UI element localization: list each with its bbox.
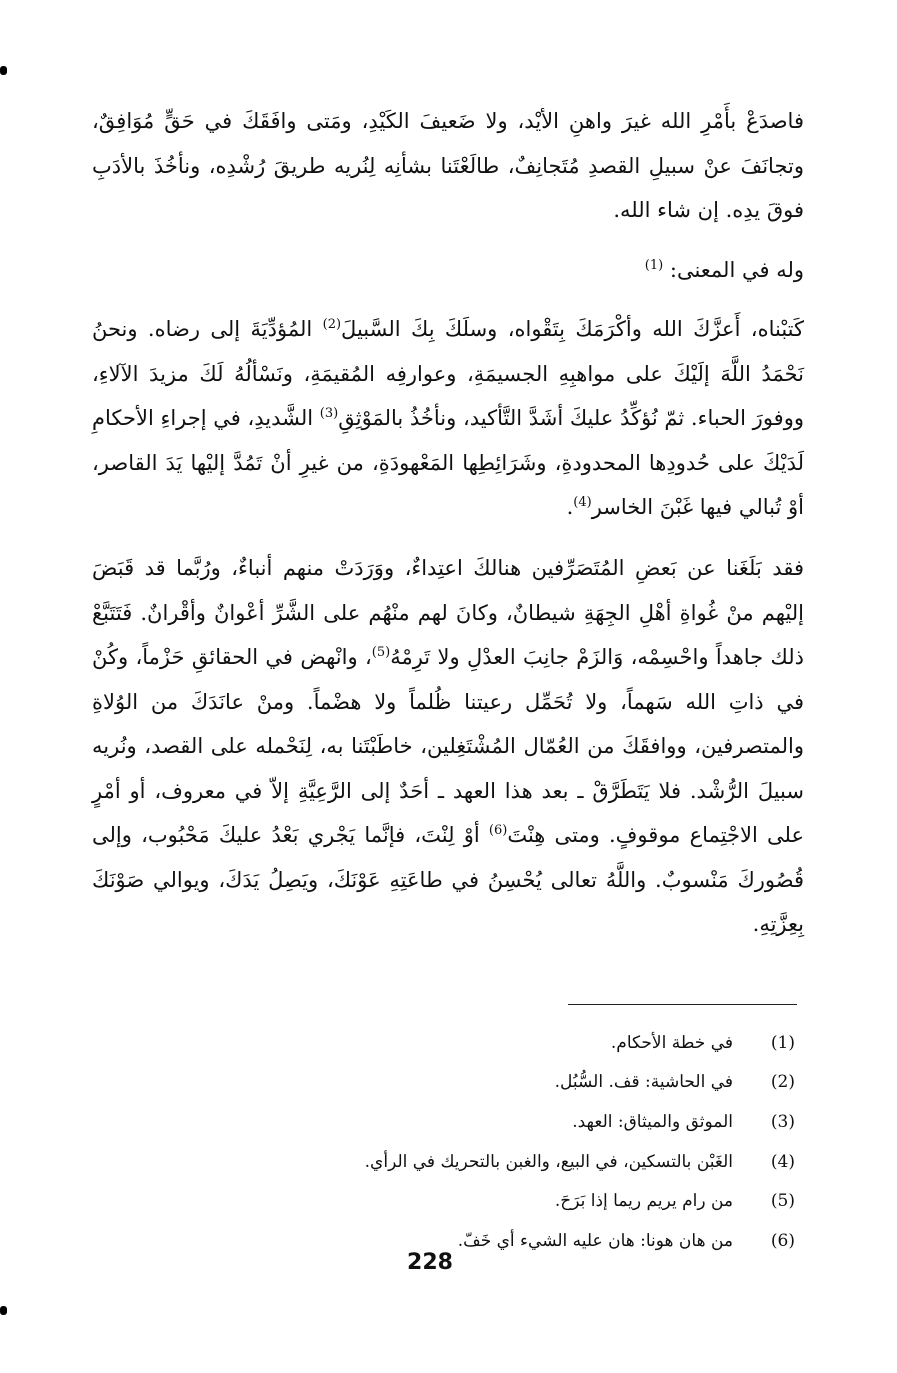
footnote-item — [235, 1063, 795, 1103]
paragraph-3-part-1: فقد بَلَغَنا عن بَعضِ المُتَصَرِّفين هنالكَ اعتِداءٌ، ووَرَدَتْ منهم أنباءٌ، ورُبَّما قد قَبَضَ إليْهم منْ غُواةِ أهْلِ الجِهَةِ شيطانٌ، وكانَ لهم منْهُم على الشَّرِّ أعْوانٌ وأقْرانٌ. فَتَتَبَّعْ ذلك جاهداً واحْسِمْه، وَالزَمْ جانِبَ العدْلِ ولا تَرِمْهُ — [92, 556, 804, 669]
page-number: 228 — [407, 1250, 453, 1275]
footnotes — [235, 1023, 795, 1261]
footnote-ref-3: (3) — [319, 406, 339, 421]
paragraph-3-part-2: ، وانْهض في الحقائقِ حَزْماً، وكُنْ في ذاتِ الله سَهماً، ولا تُحَمِّل رعيتنا ظُلماً ولا هضْماً. ومنْ عانَدَكَ من الوُلاةِ والمتصرفين، ووافقَكَ من العُمّال المُشْتَغِلين، خاطَبْتَنا به، لِنَحْمله على القصد، ونُريه سبيلَ الرُّشْد. فلا يَتَطَرَّقْ ـ بعد هذا العهد ـ أحَدٌ إلى الرَّعِيَّةِ إلاّ في معروف، أو أمْرٍ على الاجْتِماع موقوفٍ. ومتى هِنْتَ — [92, 645, 805, 847]
footnote-item — [235, 1023, 795, 1063]
footnote-ref-4: (4) — [573, 495, 592, 510]
footnote-text: في الحاشية: قف. السُّبُل. — [554, 1072, 733, 1093]
footnote-text: الموثق والميثاق: العهد. — [572, 1111, 733, 1132]
paragraph-2-part-4: . — [566, 495, 574, 519]
footnote-divider — [568, 1004, 797, 1005]
footnote-text: من هان هونا: هان عليه الشيء أي خَفّ. — [457, 1230, 733, 1251]
scan-mark-top — [0, 66, 7, 75]
intro-text: وله في المعنى: — [669, 258, 804, 282]
footnote-number: (5) — [770, 1191, 795, 1212]
intro-line — [92, 248, 804, 293]
footnote-ref-5: (5) — [371, 645, 391, 660]
footnote-item — [235, 1102, 795, 1142]
footnote-item — [235, 1142, 795, 1182]
paragraph-2-part-2: المُؤدِّيَةَ إلى رضاه. ونحنُ نَحْمَدُ اللَّهَ إلَيْكَ على مواهبِهِ الجسيمَةِ، وعوارفِه المُقيمَةِ، ونَسْألُهُ لَكَ مزيدَ الآلاءِ، ووفورَ الحباء. ثمّ نُؤكِّدُ عليكَ أشَدَّ التَّأكيد، ونأخُذُ بالمَوْثِقِ — [92, 317, 804, 430]
footnote-text: من رام يريم ريما إذا بَرَحَ. — [554, 1191, 733, 1212]
footnote-item — [235, 1221, 795, 1261]
footnote-text: في خطة الأحكام. — [610, 1032, 733, 1053]
footnote-number: (3) — [770, 1111, 795, 1132]
paragraph-3-part-3: أوْ لِنْتَ، فإنَّما يَجْري بَعْدُ عليكَ مَحْبُوب، وإلى قُصُوركَ مَنْسوبٌ. واللَّهُ تعالى يُحْسِنُ في طاعَتِهِ عَوْنَكَ، ويَصِلُ يَدَكَ، ويوالي صَوْنَكَ بِعِزَّتِهِ. — [92, 823, 804, 936]
paragraph-2-part-1: كَتبْناه، أَعزَّكَ الله وأكْرَمَكَ بِتَقْواه، وسلَكَ بِكَ السَّبيلَ — [341, 317, 804, 341]
paragraph-2 — [92, 307, 804, 530]
footnote-item — [235, 1181, 795, 1221]
paragraph-3 — [92, 546, 804, 947]
paragraph-2-part-3: الشَّديدِ، في إجراءِ الأحكامِ لَدَيْكَ على حُدودِها المحدودةِ، وشَرَائِطِها المَعْهودَةِ، من غيرِ أنْ تَمُدَّ إليْها يَدَ القاصر، أوْ تُبالي فيها غَبْنَ الخاسر — [92, 406, 804, 519]
footnote-ref-1: (1) — [644, 258, 664, 273]
paragraph-1: فاصدَعْ بأَمْرِ الله غيرَ واهنِ الأيْد، ولا ضَعيفَ الكَيْدِ، ومَتى وافَقَكَ في حَقٍّ مُوَافِقٌ، وتجانَفَ عنْ سبيلِ القصدِ مُتَجانِفٌ، طالَعْتَنا بشأنِه لِنُريه طريقَ رُشْدِه، ونأخُذَ بالأدَبِ فوقَ يدِه. إن شاء الله. — [92, 109, 804, 222]
footnote-number: (4) — [770, 1151, 795, 1172]
footnote-ref-6: (6) — [488, 823, 508, 838]
footnote-ref-2: (2) — [322, 317, 342, 332]
footnote-number: (2) — [770, 1072, 795, 1093]
scan-mark-bottom — [0, 1306, 7, 1315]
footnote-text: الغَبْن بالتسكين، في البيع، والغبن بالتحريك في الرأي. — [364, 1151, 733, 1172]
footnote-number: (1) — [770, 1032, 795, 1053]
footnote-number: (6) — [770, 1230, 795, 1251]
